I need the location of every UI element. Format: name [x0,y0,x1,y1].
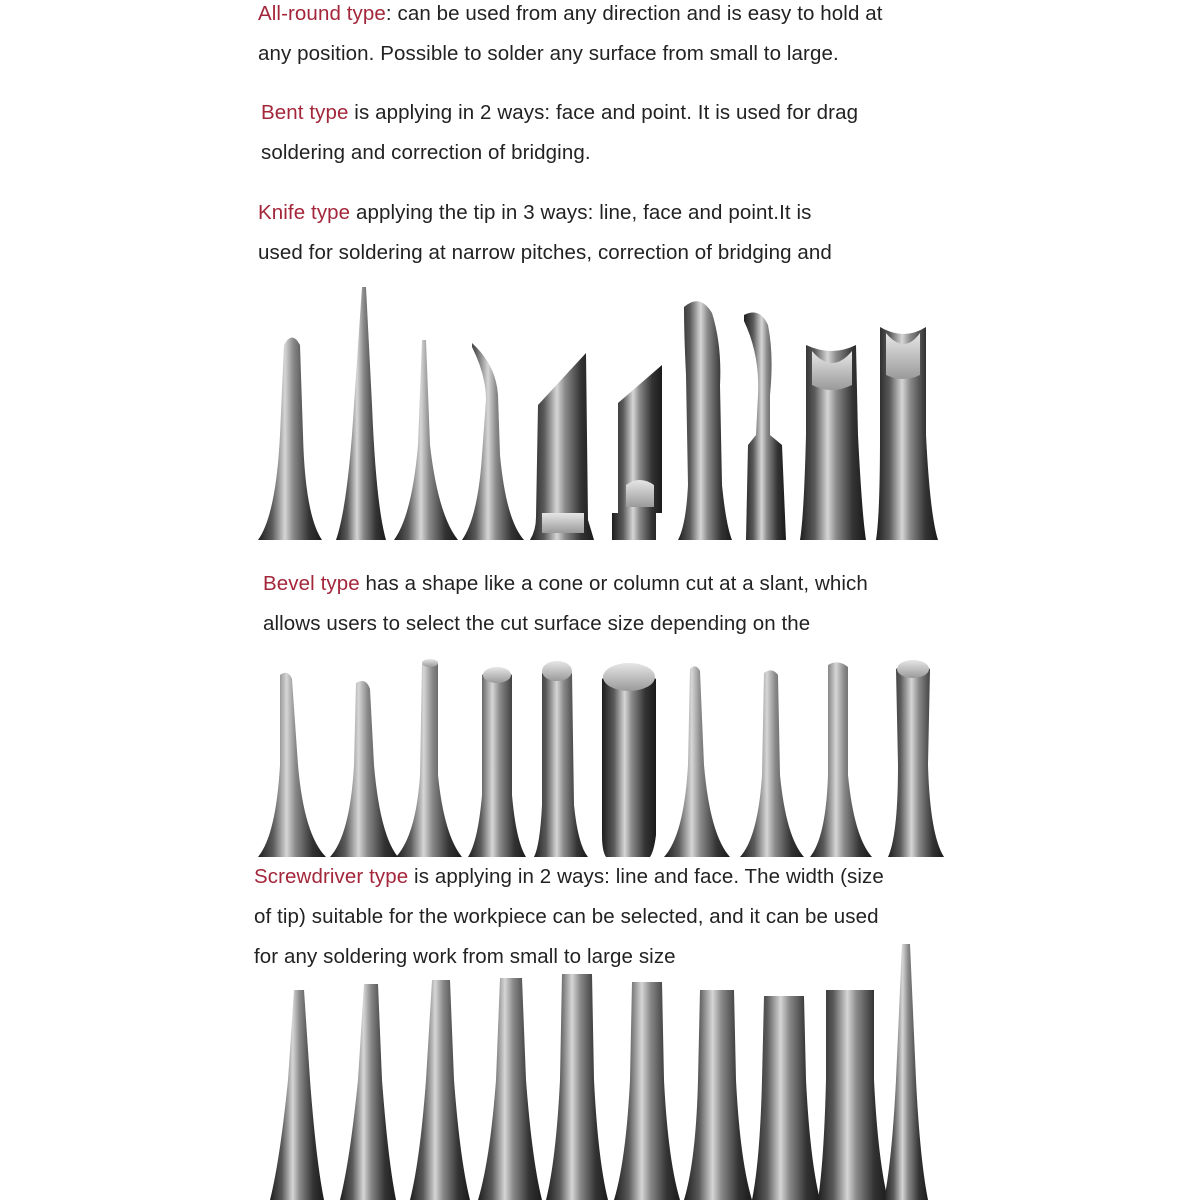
knife-description [258,193,832,273]
soldering-tip-icon [530,353,594,540]
soldering-tip-icon [740,670,804,857]
soldering-tip-icon [336,287,386,540]
soldering-tip-icon [810,662,872,857]
all-round-heading: All-round type [258,2,386,25]
bevel-description [263,564,868,644]
soldering-tip-icon [396,659,462,857]
soldering-tip-icon [678,301,732,540]
soldering-tip-icon [818,990,888,1200]
soldering-tip-icon [884,944,928,1200]
screwdriver-line3: for any soldering work from small to large size [254,945,676,968]
soldering-tip-icon [330,681,398,857]
soldering-tip-icon [534,661,588,857]
soldering-tip-icon [752,996,820,1200]
soldering-tip-icon [394,340,458,540]
soldering-tip-icon [800,345,866,540]
soldering-tip-icon [462,343,524,540]
bent-line2: soldering and correction of bridging. [261,141,591,164]
all-round-description [258,0,883,74]
tip-row-2 [0,655,1200,860]
soldering-tip-icon [612,365,662,540]
screwdriver-heading: Screwdriver type [254,865,409,888]
knife-heading: Knife type [258,201,351,224]
bent-description [261,93,858,173]
soldering-tip-icon [270,990,324,1200]
all-round-line1: : can be used from any direction and is easy to hold at [385,2,883,25]
screwdriver-line1: is applying in 2 ways: line and face. The width (size [408,865,884,888]
soldering-tip-icon [744,313,786,540]
bevel-line2: allows users to select the cut surface size depending on the [263,612,811,635]
soldering-tip-icon [468,667,526,857]
screwdriver-line2: of tip) suitable for the workpiece can be selected, and it can be used [254,905,879,928]
knife-line2: used for soldering at narrow pitches, correction of bridging and [258,241,832,264]
soldering-tip-icon [258,338,322,541]
bevel-line1: has a shape like a cone or column cut at a slant, which [359,572,868,595]
soldering-tip-icon [614,982,680,1200]
knife-line1: applying the tip in 3 ways: line, face and point.It is [350,201,812,224]
soldering-tip-icon [478,978,542,1200]
bevel-heading: Bevel type [263,572,360,595]
soldering-tip-icon [664,666,730,857]
bent-line1: is applying in 2 ways: face and point. It is used for drag [348,101,859,124]
all-round-line2: any position. Possible to solder any surface from small to large. [258,42,839,65]
soldering-tip-icon [340,984,396,1200]
soldering-tip-icon [546,974,608,1200]
soldering-tip-icon [684,990,752,1200]
soldering-tip-icon [258,673,326,857]
soldering-tip-icon [876,327,938,540]
bent-heading: Bent type [261,101,349,124]
soldering-tip-icon [410,980,470,1200]
tip-row-3 [0,940,1200,1200]
soldering-tip-icon [888,660,944,857]
tip-row-1 [0,285,1200,545]
soldering-tip-icon [602,663,656,857]
